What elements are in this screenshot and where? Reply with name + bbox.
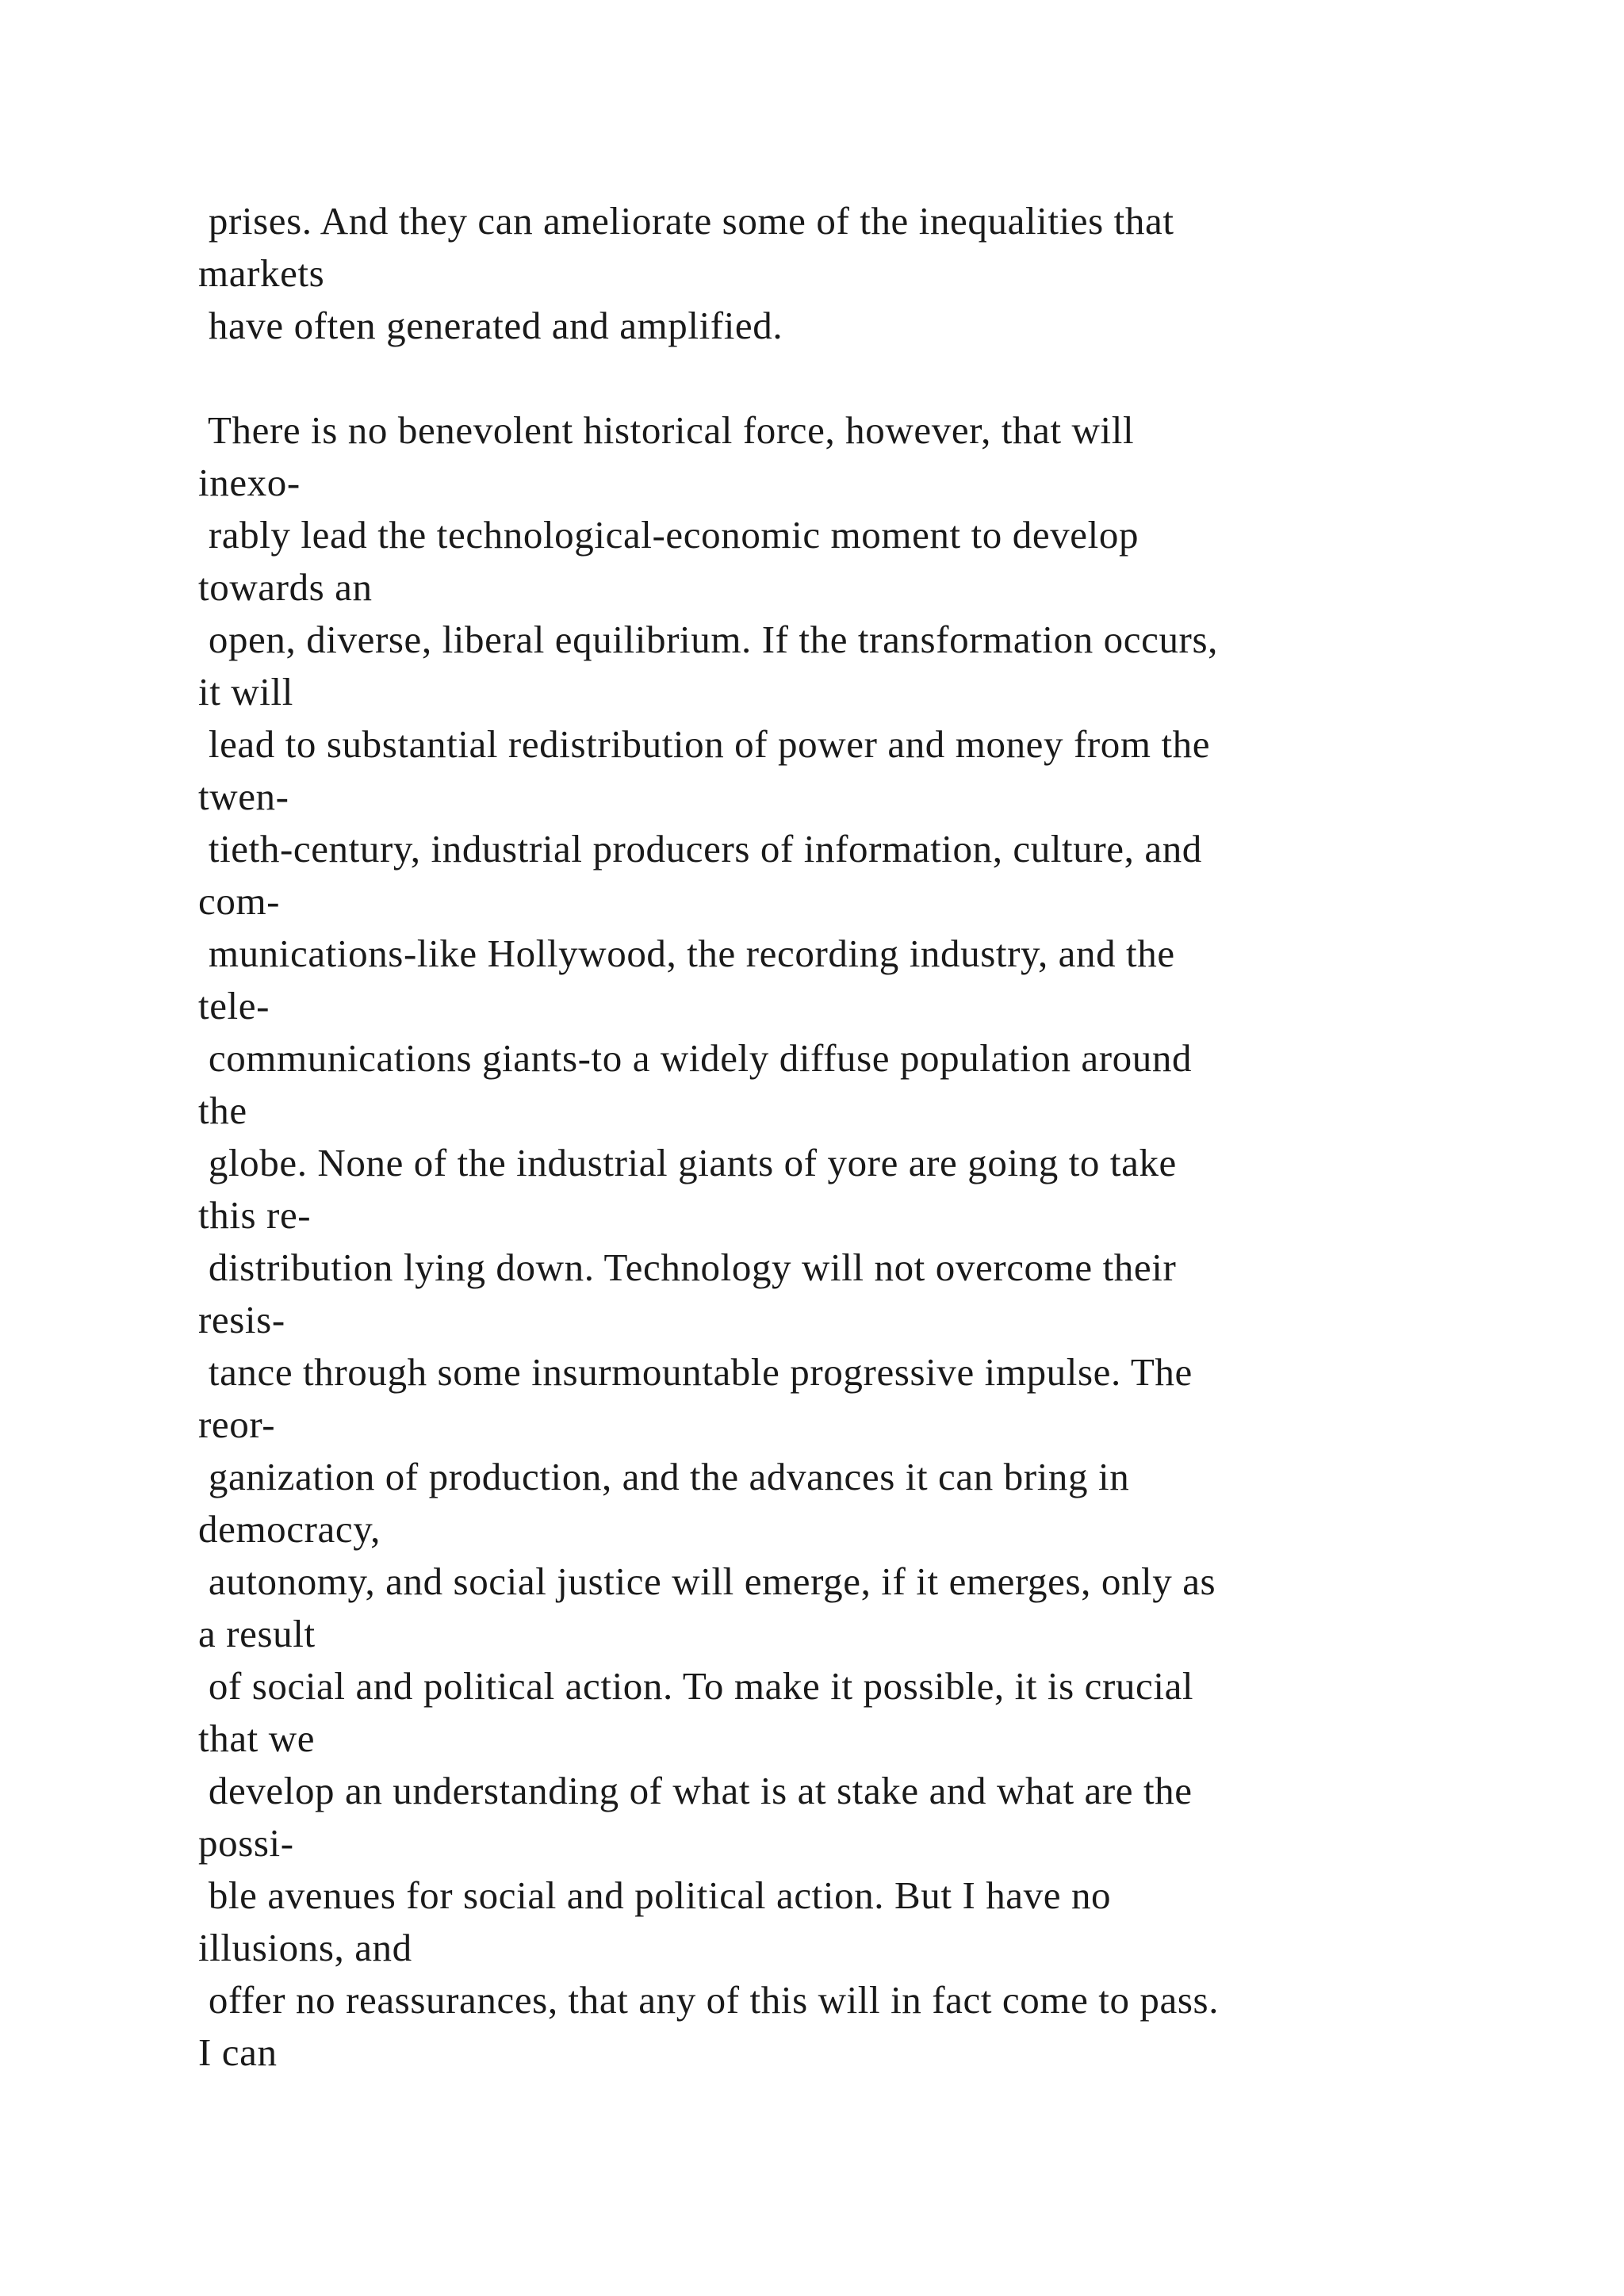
text-line: have often generated and amplified. [198, 304, 783, 347]
text-line: prises. And they can ameliorate some of the inequalities that [198, 199, 1174, 243]
text-line: ganization of production, and the advances it can bring in [198, 1455, 1130, 1498]
text-line: democracy, [198, 1507, 381, 1551]
text-line: possi- [198, 1821, 294, 1865]
text-line: it will [198, 670, 293, 714]
text-line: ble avenues for social and political action. But I have no [198, 1873, 1112, 1917]
text-line: reor- [198, 1402, 276, 1446]
text-line: There is no benevolent historical force, however, that will [198, 408, 1135, 452]
text-line: offer no reassurances, that any of this will in fact come to pass. [198, 1978, 1220, 2022]
text-line: autonomy, and social justice will emerge, if it emerges, only as [198, 1559, 1216, 1603]
paragraph-break [198, 352, 1546, 404]
text-line: this re- [198, 1193, 312, 1237]
text-line: a result [198, 1612, 316, 1655]
paragraph-1 [198, 195, 1546, 352]
body-text [198, 195, 1546, 2079]
text-line: inexo- [198, 461, 301, 504]
text-line: tele- [198, 984, 270, 1027]
text-line: open, diverse, liberal equilibrium. If the transformation occurs, [198, 618, 1218, 661]
text-line: markets [198, 251, 325, 295]
paragraph-2 [198, 404, 1546, 2079]
text-line: globe. None of the industrial giants of yore are going to take [198, 1141, 1177, 1184]
text-line: towards an [198, 565, 373, 609]
text-line: distribution lying down. Technology will not overcome their [198, 1246, 1177, 1289]
text-line: of social and political action. To make it possible, it is crucial [198, 1664, 1194, 1708]
text-line: lead to substantial redistribution of power and money from the [198, 722, 1211, 766]
text-line: I can [198, 2030, 278, 2074]
text-line: munications-like Hollywood, the recording industry, and the [198, 932, 1175, 975]
text-line: develop an understanding of what is at stake and what are the [198, 1769, 1193, 1812]
text-line: tance through some insurmountable progressive impulse. The [198, 1350, 1193, 1394]
text-line: com- [198, 879, 281, 923]
text-line: illusions, and [198, 1926, 412, 1969]
text-line: twen- [198, 775, 289, 818]
text-line: communications giants-to a widely diffuse population around [198, 1036, 1193, 1080]
text-line: rably lead the technological-economic moment to develop [198, 513, 1139, 557]
text-line: the [198, 1089, 247, 1132]
text-line: resis- [198, 1298, 285, 1341]
text-line: that we [198, 1716, 316, 1760]
text-line: tieth-century, industrial producers of information, culture, and [198, 827, 1202, 871]
